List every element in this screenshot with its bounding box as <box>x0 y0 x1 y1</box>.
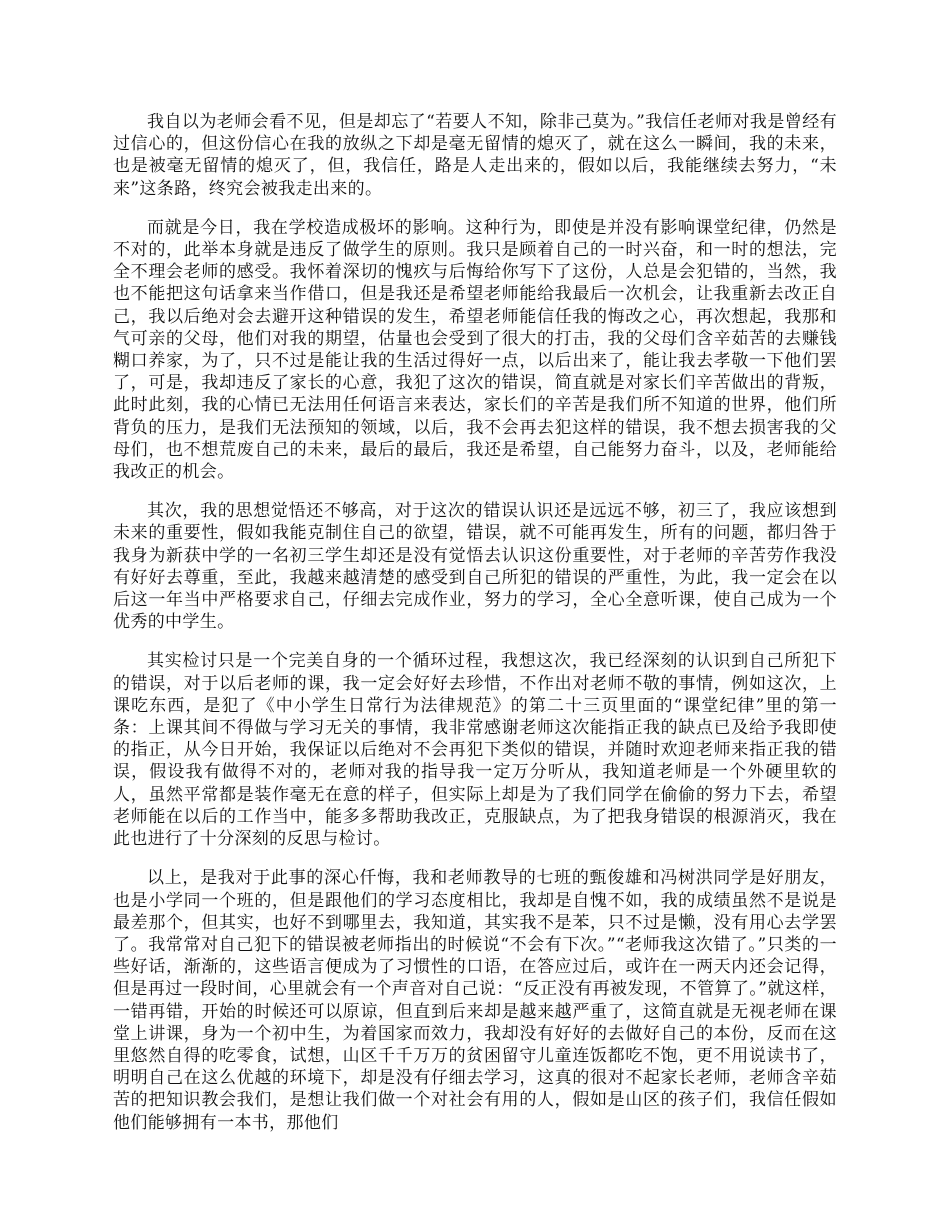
paragraph-1: 我自以为老师会看不见，但是却忘了“若要人不知，除非己莫为。”我信任老师对我是曾经有过信心的，但这份信心在我的放纵之下却是毫无留情的熄灭了，就在这么一瞬间，我的未来，也是被毫无留情的熄灭了，但，我信任，路是人走出来的，假如以后，我能继续去努力，“未来”这条路，终究会被我走出来的。 <box>113 112 837 199</box>
paragraph-3: 其次，我的思想觉悟还不够高，对于这次的错误认识还是远远不够，初三了，我应该想到未来的重要性，假如我能克制住自己的欲望，错误，就不可能再发生，所有的问题，都归咎于我身为新获中学的一名初三学生却还是没有觉悟去认识这份重要性，对于老师的辛苦劳作我没有好好去尊重，至此，我越来越清楚的感受到自己所犯的错误的严重性，为此，我一定会在以后这一年当中严格要求自己，仔细去完成作业，努力的学习，全心全意听课，使自己成为一个优秀的中学生。 <box>113 501 837 633</box>
document-page <box>113 111 837 1151</box>
paragraph-2: 而就是今日，我在学校造成极坏的影响。这种行为，即使是并没有影响课堂纪律，仍然是不对的，此举本身就是违反了做学生的原则。我只是顾着自己的一时兴奋，和一时的想法，完全不理会老师的感受。我怀着深切的愧疚与后悔给你写下了这份，人总是会犯错的，当然，我也不能把这句话拿来当作借口，但是我还是希望老师能给我最后一次机会，让我重新去改正自己，我以后绝对会去避开这种错误的发生，希望老师能信任我的悔改之心，再次想起，我那和气可亲的父母，他们对我的期望，估量也会受到了很大的打击，我的父母们含辛茹苦的去赚钱糊口养家，为了，只不过是能让我的生活过得好一点，以后出来了，能让我去孝敬一下他们罢了，可是，我却违反了家长的心意，我犯了这次的错误，简直就是对家长们辛苦做出的背叛，此时此刻，我的心情已无法用任何语言来表达，家长们的辛苦是我们所不知道的世界，他们所背负的压力，是我们无法预知的领域，以后，我不会再去犯这样的错误，我不想去损害我的父母们，也不想荒废自己的未来，最后的最后，我还是希望，自己能努力奋斗，以及，老师能给我改正的机会。 <box>113 217 837 483</box>
paragraph-5: 以上，是我对于此事的深心仟悔，我和老师教导的七班的甄俊雄和冯树洪同学是好朋友，也是小学同一个班的，但是跟他们的学习态度相比，我却是自愧不如，我的成绩虽然不是说是最差那个，但其实，也好不到哪里去，我知道，其实我不是苯，只不过是懒，没有用心去学罢了。我常常对自己犯下的错误被老师指出的时候说“不会有下次。”“老师我这次错了。”只类的一些好话，渐渐的，这些语言便成为了习惯性的口语，在答应过后，或许在一两天内还会记得，但是再过一段时间，心里就会有一个声音对自己说：“反正没有再被发现，不管算了。”就这样，一错再错，开始的时候还可以原谅，但直到后来却是越来越严重了，这简直就是无视老师在课堂上讲课，身为一个初中生，为着国家而效力，我却没有好好的去做好自己的本份，反而在这里悠然自得的吃零食，试想，山区千千万万的贫困留守儿童连饭都吃不饱，更不用说读书了，明明自己在这么优越的环境下，却是没有仔细去学习，这真的很对不起家长老师，老师含辛茹苦的把知识教会我们，是想让我们做一个对社会有用的人，假如是山区的孩子们，我信任假如他们能够拥有一本书，那他们 <box>113 868 837 1133</box>
paragraph-4: 其实检讨只是一个完美自身的一个循环过程，我想这次，我已经深刻的认识到自己所犯下的错误，对于以后老师的课，我一定会好好去珍惜，不作出对老师不敬的事情，例如这次，上课吃东西，是犯了《中小学生日常行为法律规范》的第二十三页里面的“课堂纪律”里的第一条：上课其间不得做与学习无关的事情，我非常感谢老师这次能指正我的缺点已及给予我即使的指正，从今日开始，我保证以后绝对不会再犯下类似的错误，并随时欢迎老师来指正我的错误，假设我有做得不对的，老师对我的指导我一定万分听从，我知道老师是一个外硬里软的人，虽然平常都是装作毫无在意的样子，但实际上却是为了我们同学在偷偷的努力下去，希望老师能在以后的工作当中，能多多帮助我改正，克服缺点，为了把我身错误的根源消灭，我在此也进行了十分深刻的反思与检讨。 <box>113 651 837 850</box>
